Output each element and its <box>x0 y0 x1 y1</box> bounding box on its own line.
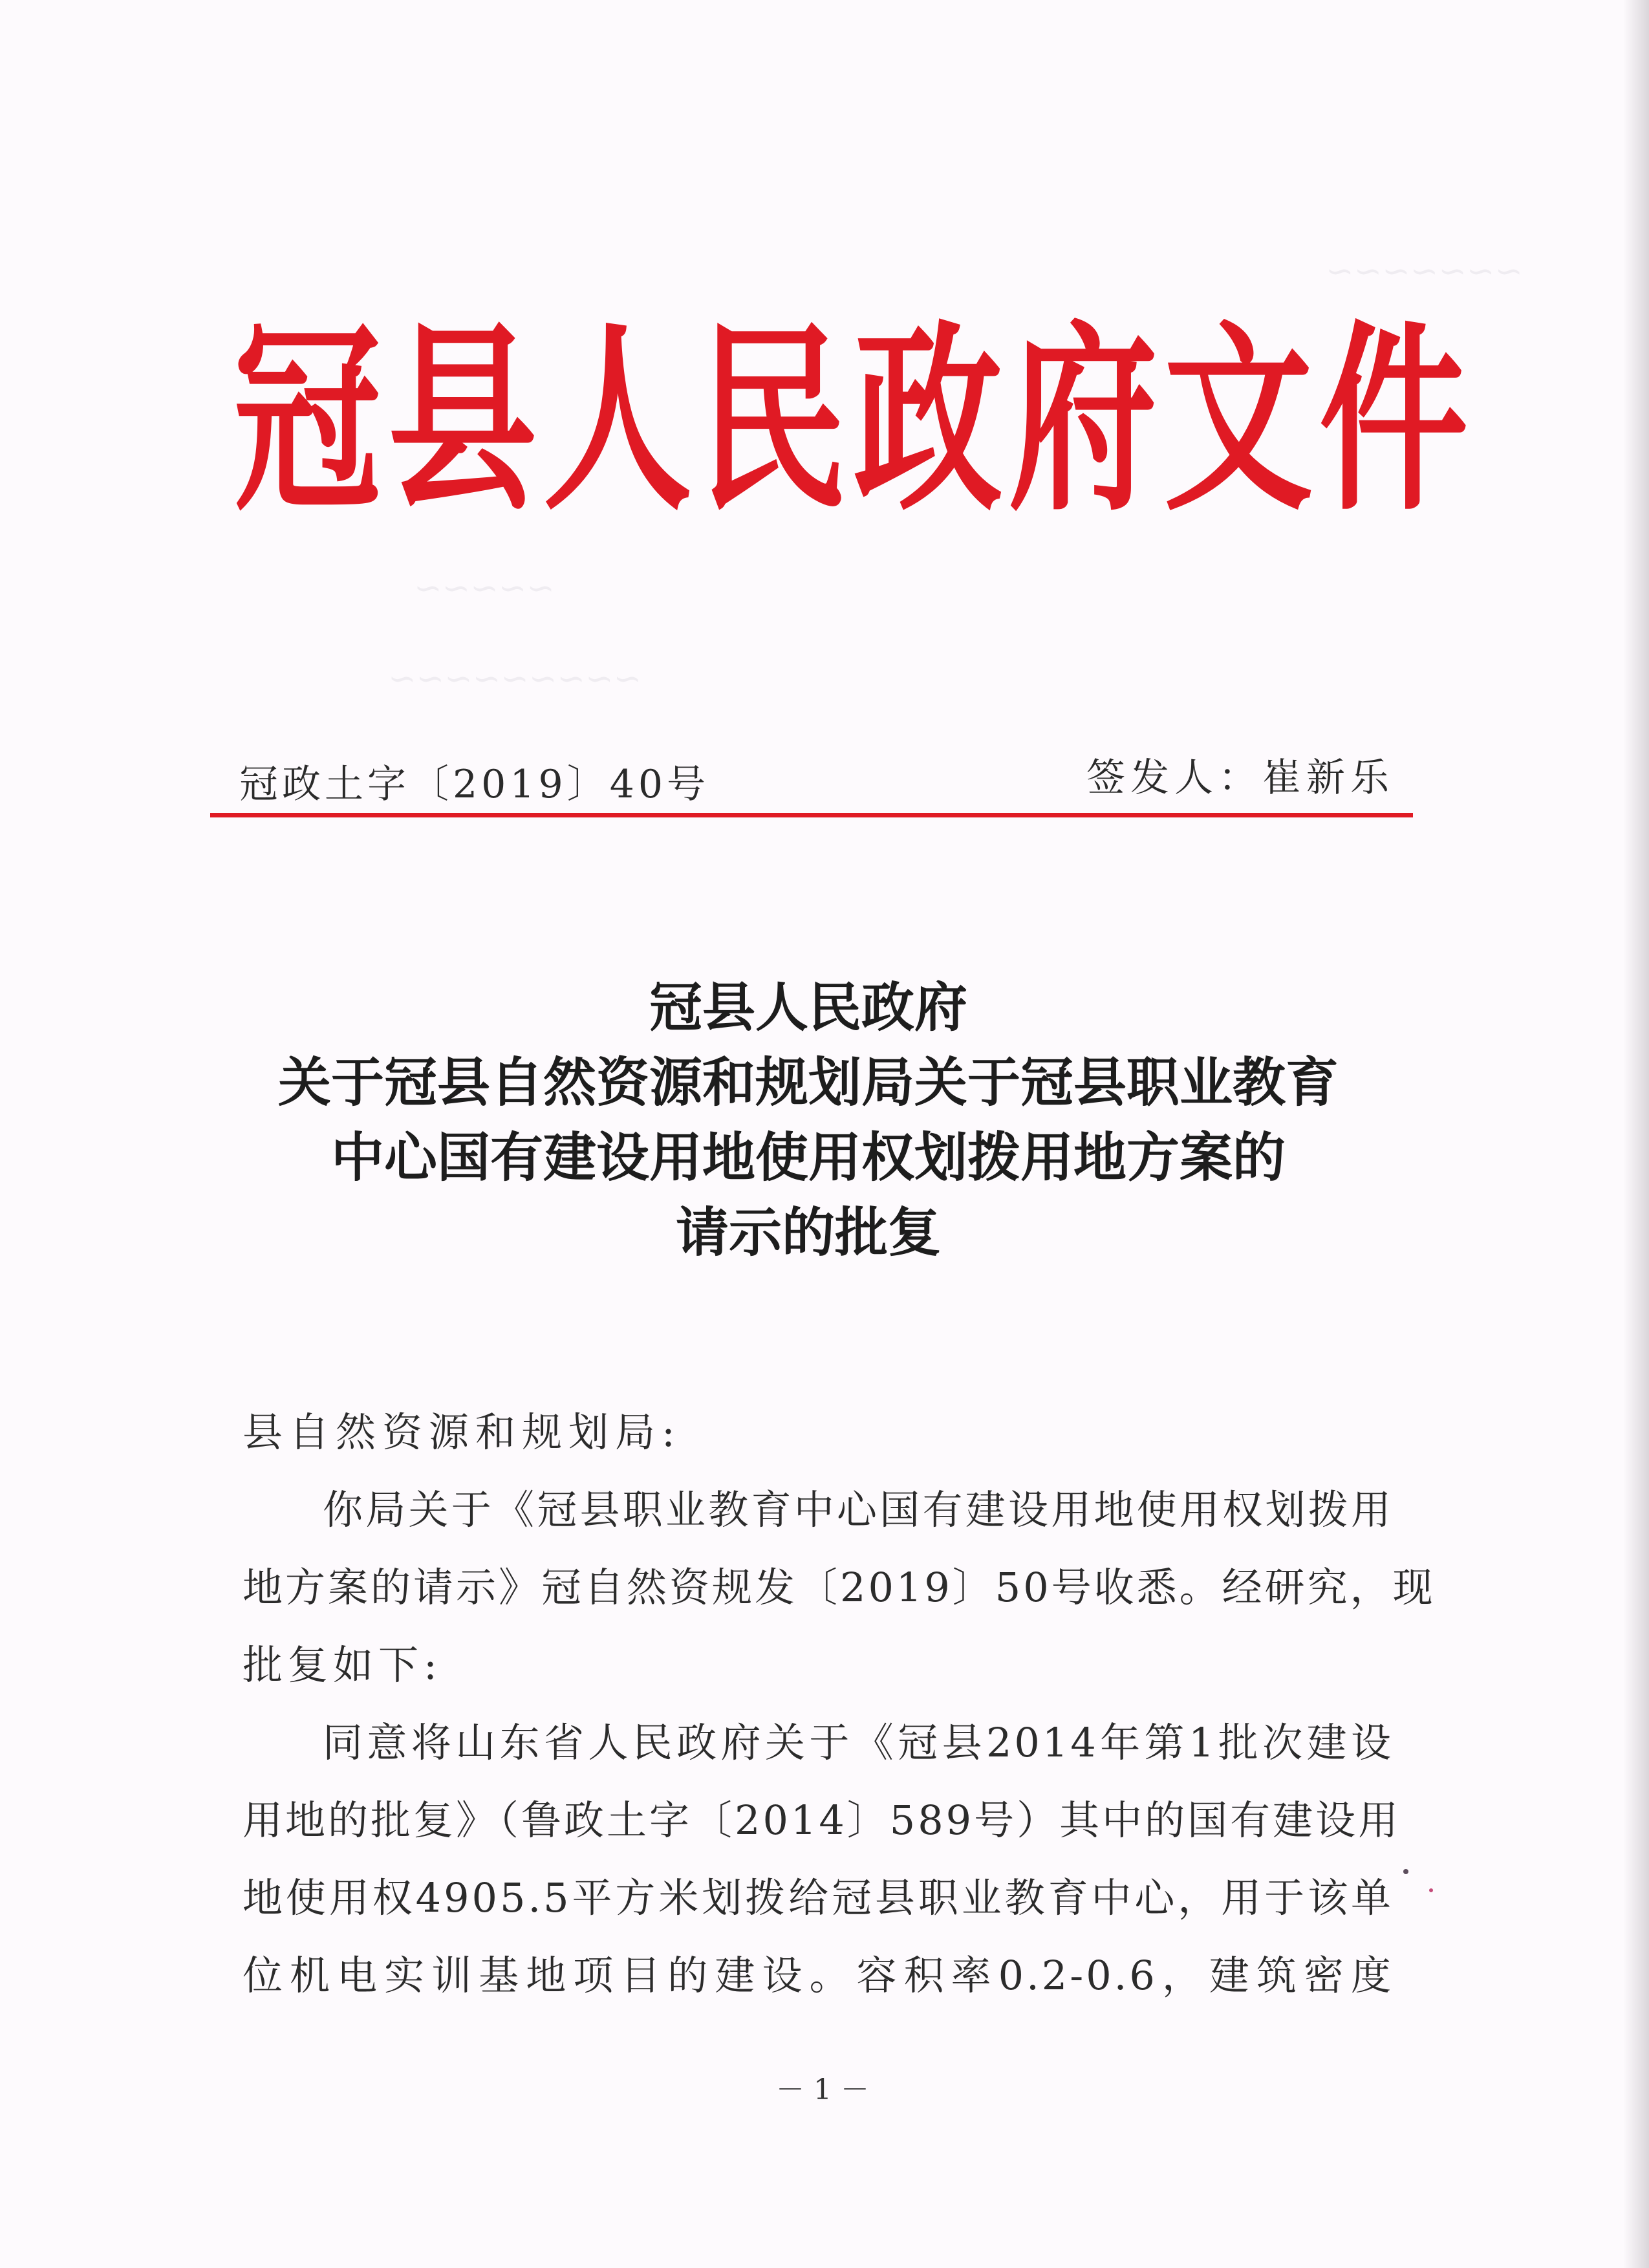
signer: 签发人：崔新乐 <box>1086 755 1394 801</box>
red-separator-line <box>210 813 1413 817</box>
body-line: 用地的批复》（鲁政土字〔2014〕589号）其中的国有建设用 <box>242 1797 1401 1844</box>
masthead-title: 冠县人民政府文件 <box>233 302 1475 539</box>
page-number: －1－ <box>776 2073 878 2106</box>
title-line: 中心国有建设用地使用权划拨用地方案的 <box>330 1127 1286 1189</box>
body-line: 批复如下: <box>242 1641 442 1689</box>
document-number: 冠政土字〔2019〕40号 <box>239 762 710 807</box>
body-line: 地使用权4905.5平方米划拨给冠县职业教育中心，用于该单 <box>242 1874 1394 1921</box>
document-body <box>242 1394 1436 2014</box>
body-line: 位机电实训基地项目的建设。容积率0.2-0.6，建筑密度 <box>242 1952 1394 1999</box>
title-line: 关于冠县自然资源和规划局关于冠县职业教育 <box>277 1052 1339 1114</box>
scan-edge-shadow <box>1623 0 1649 2268</box>
title-line: 请示的批复 <box>675 1202 941 1264</box>
body-line: 你局关于《冠县职业教育中心国有建设用地使用权划拨用 <box>323 1486 1394 1533</box>
show-through-mark: ~~~~~~~ <box>1326 252 1523 291</box>
body-line: 同意将山东省人民政府关于《冠县2014年第1批次建设 <box>323 1719 1394 1766</box>
show-through-mark: ~~~~~ <box>414 569 555 608</box>
salutation: 县自然资源和规划局: <box>242 1409 682 1456</box>
document-title <box>194 970 1423 1270</box>
title-line: 冠县人民政府 <box>649 977 967 1039</box>
show-through-mark: ~~~~~~~~~ <box>388 660 642 698</box>
body-line: 地方案的请示》冠自然资规发〔2019〕50号收悉。经研究，现 <box>242 1564 1436 1611</box>
